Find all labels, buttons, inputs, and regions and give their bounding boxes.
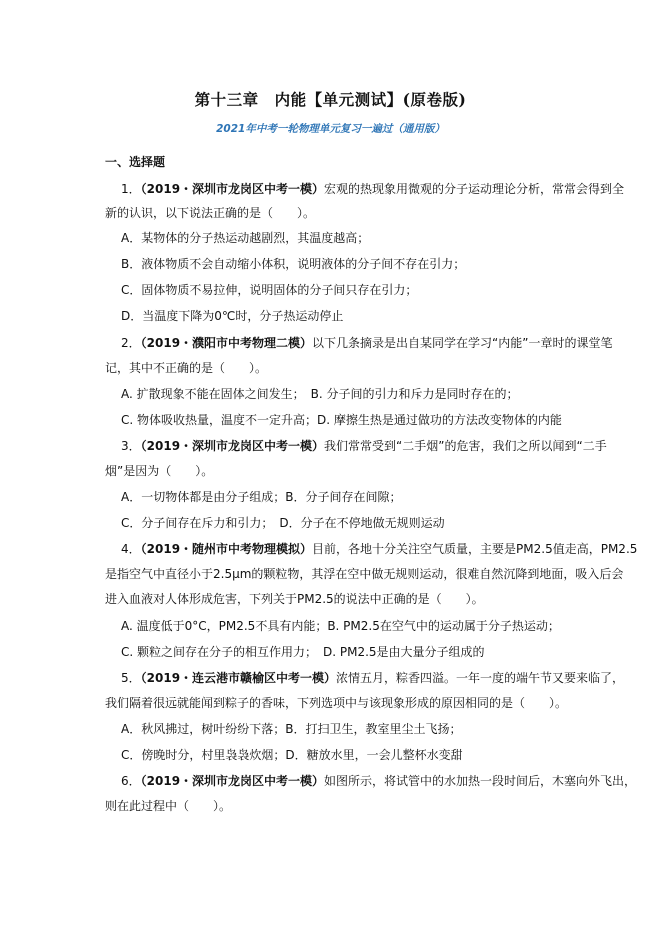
question-3-stem: 3．（2019・深圳市龙岗区中考一模）我们常常受到“二手烟”的危害，我们之所以闻到“二手 xyxy=(121,439,607,453)
question-3-source: （2019・深圳市龙岗区中考一模） xyxy=(140,439,325,453)
question-4-stem-cont-2: 进入血液对人体形成危害，下列关于PM2.5的说法中正确的是（ ）。 xyxy=(105,592,484,606)
question-2-stem: 2．（2019・濮阳市中考物理二模）以下几条摘录是出自某同学在学习“内能”一章时的课堂笔 xyxy=(121,336,613,350)
question-6-stem-cont: 则在此过程中（ ）。 xyxy=(105,799,232,813)
question-1-stem-cont: 新的认识，以下说法正确的是（ ）。 xyxy=(105,206,316,220)
question-6-stem: 6．（2019・深圳市龙岗区中考一模）如图所示，将试管中的水加热一段时间后，木塞向外飞出， xyxy=(121,774,637,788)
question-5-stem-cont: 我们隔着很远就能闻到粽子的香味，下列选项中与该现象形成的原因相同的是（ ）。 xyxy=(105,696,568,710)
question-2-options-ab: A. 扩散现象不能在固体之间发生； B. 分子间的引力和斥力是同时存在的； xyxy=(121,387,519,401)
question-4-options-ab: A. 温度低于0°C，PM2.5不具有内能；B. PM2.5在空气中的运动属于分子热运动； xyxy=(121,619,560,633)
page-subtitle: 2021年中考一轮物理单元复习一遍过（通用版） xyxy=(216,123,445,135)
question-3-options-cd: C．分子间存在斥力和引力； D．分子在不停地做无规则运动 xyxy=(121,516,445,530)
page-title: 第十三章 内能【单元测试】(原卷版) xyxy=(194,90,467,109)
question-5-stem: 5．（2019・连云港市赣榆区中考一模）浓情五月，粽香四溢。一年一度的端午节又要来临了， xyxy=(121,671,625,685)
question-2-options-cd: C. 物体吸收热量，温度不一定升高；D. 摩擦生热是通过做功的方法改变物体的内能 xyxy=(121,413,562,427)
question-4-source: （2019・随州市中考物理模拟） xyxy=(140,542,313,556)
question-4-stem-cont-1: 是指空气中直径小于2.5μm的颗粒物，其浮在空中做无规则运动，很难自然沉降到地面，吸入后会 xyxy=(105,567,624,581)
question-1-option-d: D．当温度下降为0℃时，分子热运动停止 xyxy=(121,309,344,323)
question-4-stem: 4．（2019・随州市中考物理模拟）目前，各地十分关注空气质量，主要是PM2.5值走高，PM2.5 xyxy=(121,542,638,556)
question-1-option-a: A．某物体的分子热运动越剧烈，其温度越高； xyxy=(121,231,370,245)
question-1-source: （2019・深圳市龙岗区中考一模） xyxy=(140,182,325,196)
question-2-stem-cont: 记，其中不正确的是（ ）。 xyxy=(105,361,268,375)
question-5-source: （2019・连云港市赣榆区中考一模） xyxy=(140,671,337,685)
question-4-options-cd: C. 颗粒之间存在分子的相互作用力； D. PM2.5是由大量分子组成的 xyxy=(121,645,485,659)
section-heading: 一、选择题 xyxy=(105,155,166,169)
question-2-source: （2019・濮阳市中考物理二模） xyxy=(140,336,313,350)
question-5-options-ab: A．秋风拂过，树叶纷纷下落；B．打扫卫生，教室里尘土飞扬； xyxy=(121,722,462,736)
question-6-source: （2019・深圳市龙岗区中考一模） xyxy=(140,774,325,788)
question-3-stem-cont: 烟”是因为（ ）。 xyxy=(105,464,214,478)
question-3-options-ab: A．一切物体都是由分子组成；B．分子间存在间隙； xyxy=(121,490,402,504)
question-1-option-c: C．固体物质不易拉伸，说明固体的分子间只存在引力； xyxy=(121,283,418,297)
question-5-options-cd: C．傍晚时分，村里袅袅炊烟；D．糖放水里，一会儿整杯水变甜 xyxy=(121,748,463,762)
question-1-stem: 1．（2019・深圳市龙岗区中考一模）宏观的热现象用微观的分子运动理论分析，常常会得到全 xyxy=(121,182,625,196)
question-1-option-b: B．液体物质不会自动缩小体积，说明液体的分子间不存在引力； xyxy=(121,257,466,271)
